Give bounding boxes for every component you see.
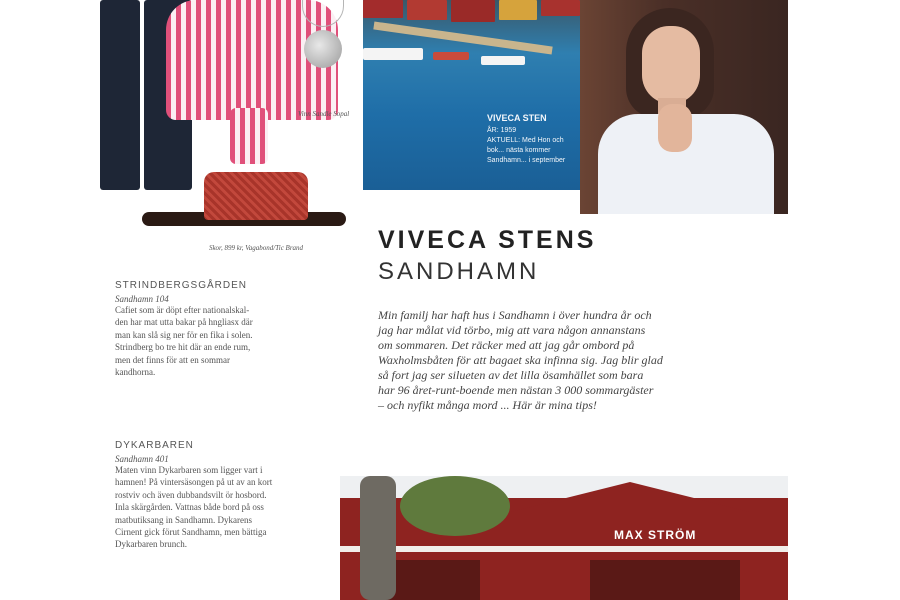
store-sign: MAX STRÖM [614,528,697,542]
yellow-house [499,0,537,20]
face [642,26,700,104]
fashion-collage [90,0,360,262]
section-strindbergsgarden [115,280,325,378]
section-line: rostviv och även dubbandsvilt ör hosbord. [115,489,267,500]
author-portrait [580,0,788,214]
section-line: matbutiksang in Sandhamn. Dykarens [115,514,252,525]
section-line: hamnen! På vintersäsongen på ut av an kort [115,477,273,488]
moored-boat [363,48,423,60]
red-boathouse [451,0,495,22]
section-line: Maten vinn Dykarbaren som ligger vart i [115,465,263,475]
section-line: Cirnent gick förut Sandhamn, men bättiga [115,527,267,538]
intro-line: så fort jag ser silueten av det lilla ösamhället som bara [378,368,644,382]
intro-line: har 96 året-runt-boende men nästan 3 000 sommargäster [378,383,654,397]
facts-line: ÅR: 1959 [487,127,517,134]
red-boathouse [363,0,403,18]
sandal-strap [204,172,308,220]
section-line: Inla skärgården. Vattnas både bord på oss [115,502,264,513]
facts-line: AKTUELL: Med Hon och [487,137,564,144]
article-intro [378,308,788,413]
article-subtitle: SANDHAMN [378,258,540,285]
section-heading: DYKARBAREN [115,440,194,451]
section-line: Dykarbaren brunch. [115,539,187,550]
facts-line: Sandhamn... i september [487,157,566,164]
moored-boat [433,52,469,60]
section-address: Sandhamn 104 [115,294,169,304]
section-line: den har mat utta bakar på hngliasx där [115,317,253,328]
intro-line: – och nyfikt många mord ... Här är mina tips! [378,398,597,412]
storefront-photo [340,476,788,600]
section-line: kandhorna. [115,367,156,378]
article-title: VIVECA STENS [378,226,597,254]
intro-line: Waxholmsbåten för att bagaet ska infinna sig. Jag blir glad [378,353,663,367]
tree-trunk [360,476,396,600]
necklace-pendant [304,30,342,68]
red-boathouse [407,0,447,20]
jeans-left-leg [100,0,140,190]
red-boathouse [541,0,580,16]
section-line: man kan slå sig ner för en fika i solen. [115,329,253,340]
intro-line: om sommaren. Det räcker med att jag går ombord på [378,338,635,352]
section-line: Cafiet som är döpt efter nationalskal- [115,305,250,315]
section-address: Sandhamn 401 [115,454,169,464]
moored-boat [481,56,525,65]
roof-peak [510,482,750,512]
intro-line: jag har målat vid törbo, mig att vara någon annanstans [378,323,646,337]
necklace-caption: Vinn Sandle Sopal [298,110,350,118]
intro-line: Min familj har haft hus i Sandhamn i över hundra år och [378,308,652,322]
white-trim [340,546,788,552]
window [590,560,740,600]
section-dykarbaren [115,440,325,551]
facts-name: VIVECA STEN [487,113,547,123]
shoe-caption: Skor, 899 kr, Vagabond/Tic Brand [208,244,304,252]
hand [658,104,692,152]
facts-line: bok... nästa kommer [487,147,551,154]
section-line: Strindberg bo tre hit där an ende rum, [115,342,251,353]
tree-foliage [400,476,510,536]
harbour-photo [363,0,580,190]
section-heading: STRINDBERGSGÅRDEN [115,280,248,291]
striped-shirt-tie [230,108,268,164]
section-line: men det finns för att en sommar [115,354,230,365]
